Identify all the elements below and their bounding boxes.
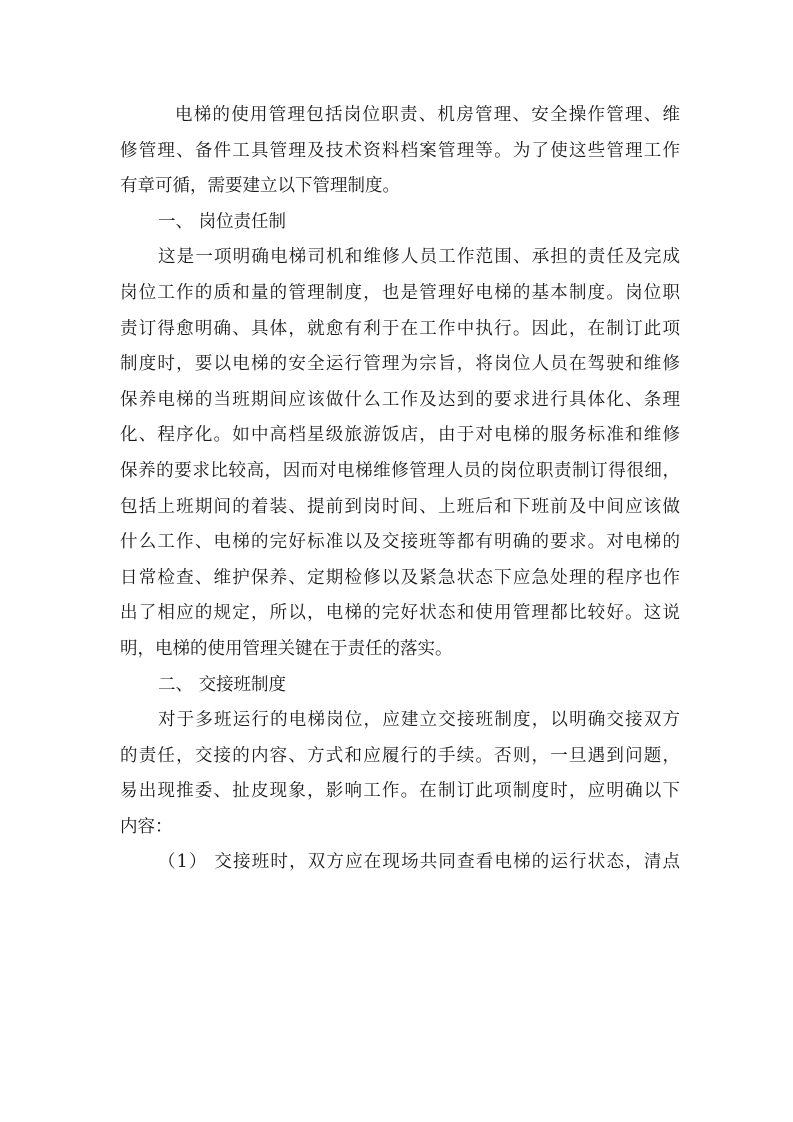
document-line: 化、程序化。如中高档星级旅游饭店，由于对电梯的服务标准和维修	[120, 425, 680, 446]
document-line: 电梯的使用管理包括岗位职责、机房管理、安全操作管理、维	[175, 105, 680, 125]
document-line: 易出现推委、扯皮现象，影响工作。在制订此项制度时，应明确以下	[120, 781, 680, 802]
document-line: 这是一项明确电梯司机和维修人员工作范围、承担的责任及完成	[158, 247, 680, 268]
document-line: 出了相应的规定，所以，电梯的完好状态和使用管理都比较好。这说	[120, 603, 680, 624]
document-line: 内容：	[120, 816, 173, 837]
document-line: 日常检查、维护保养、定期检修以及紧急状态下应急处理的程序也作	[120, 567, 680, 588]
document-line: 的责任，交接的内容、方式和应履行的手续。否则，一旦遇到问题，	[120, 745, 680, 766]
document-line: 制度时，要以电梯的安全运行管理为宗旨，将岗位人员在驾驶和维修	[120, 354, 680, 375]
document-line: 保养电梯的当班期间应该做什么工作及达到的要求进行具体化、条理	[120, 389, 680, 410]
document-line: 二、 交接班制度	[158, 674, 287, 695]
document-line: 一、 岗位责任制	[158, 211, 287, 232]
document-line: 责订得愈明确、具体，就愈有利于在工作中执行。因此，在制订此项	[120, 318, 680, 339]
document-line: 什么工作、电梯的完好标准以及交接班等都有明确的要求。对电梯的	[120, 532, 680, 553]
document-line: 保养的要求比较高，因而对电梯维修管理人员的岗位职责制订得很细，	[120, 460, 680, 481]
document-line: （1） 交接班时，双方应在现场共同查看电梯的运行状态，清点	[158, 852, 680, 873]
document-body	[120, 98, 680, 881]
document-line: 明，电梯的使用管理关键在于责任的落实。	[120, 638, 453, 659]
document-line: 有章可循，需要建立以下管理制度。	[120, 176, 400, 197]
document-line: 修管理、备件工具管理及技术资料档案管理等。为了使这些管理工作	[120, 140, 680, 161]
document-line: 包括上班期间的着装、提前到岗时间、上班后和下班前及中间应该做	[120, 496, 680, 517]
document-line: 对于多班运行的电梯岗位，应建立交接班制度，以明确交接双方	[158, 710, 680, 731]
document-line: 岗位工作的质和量的管理制度，也是管理好电梯的基本制度。岗位职	[120, 282, 680, 303]
